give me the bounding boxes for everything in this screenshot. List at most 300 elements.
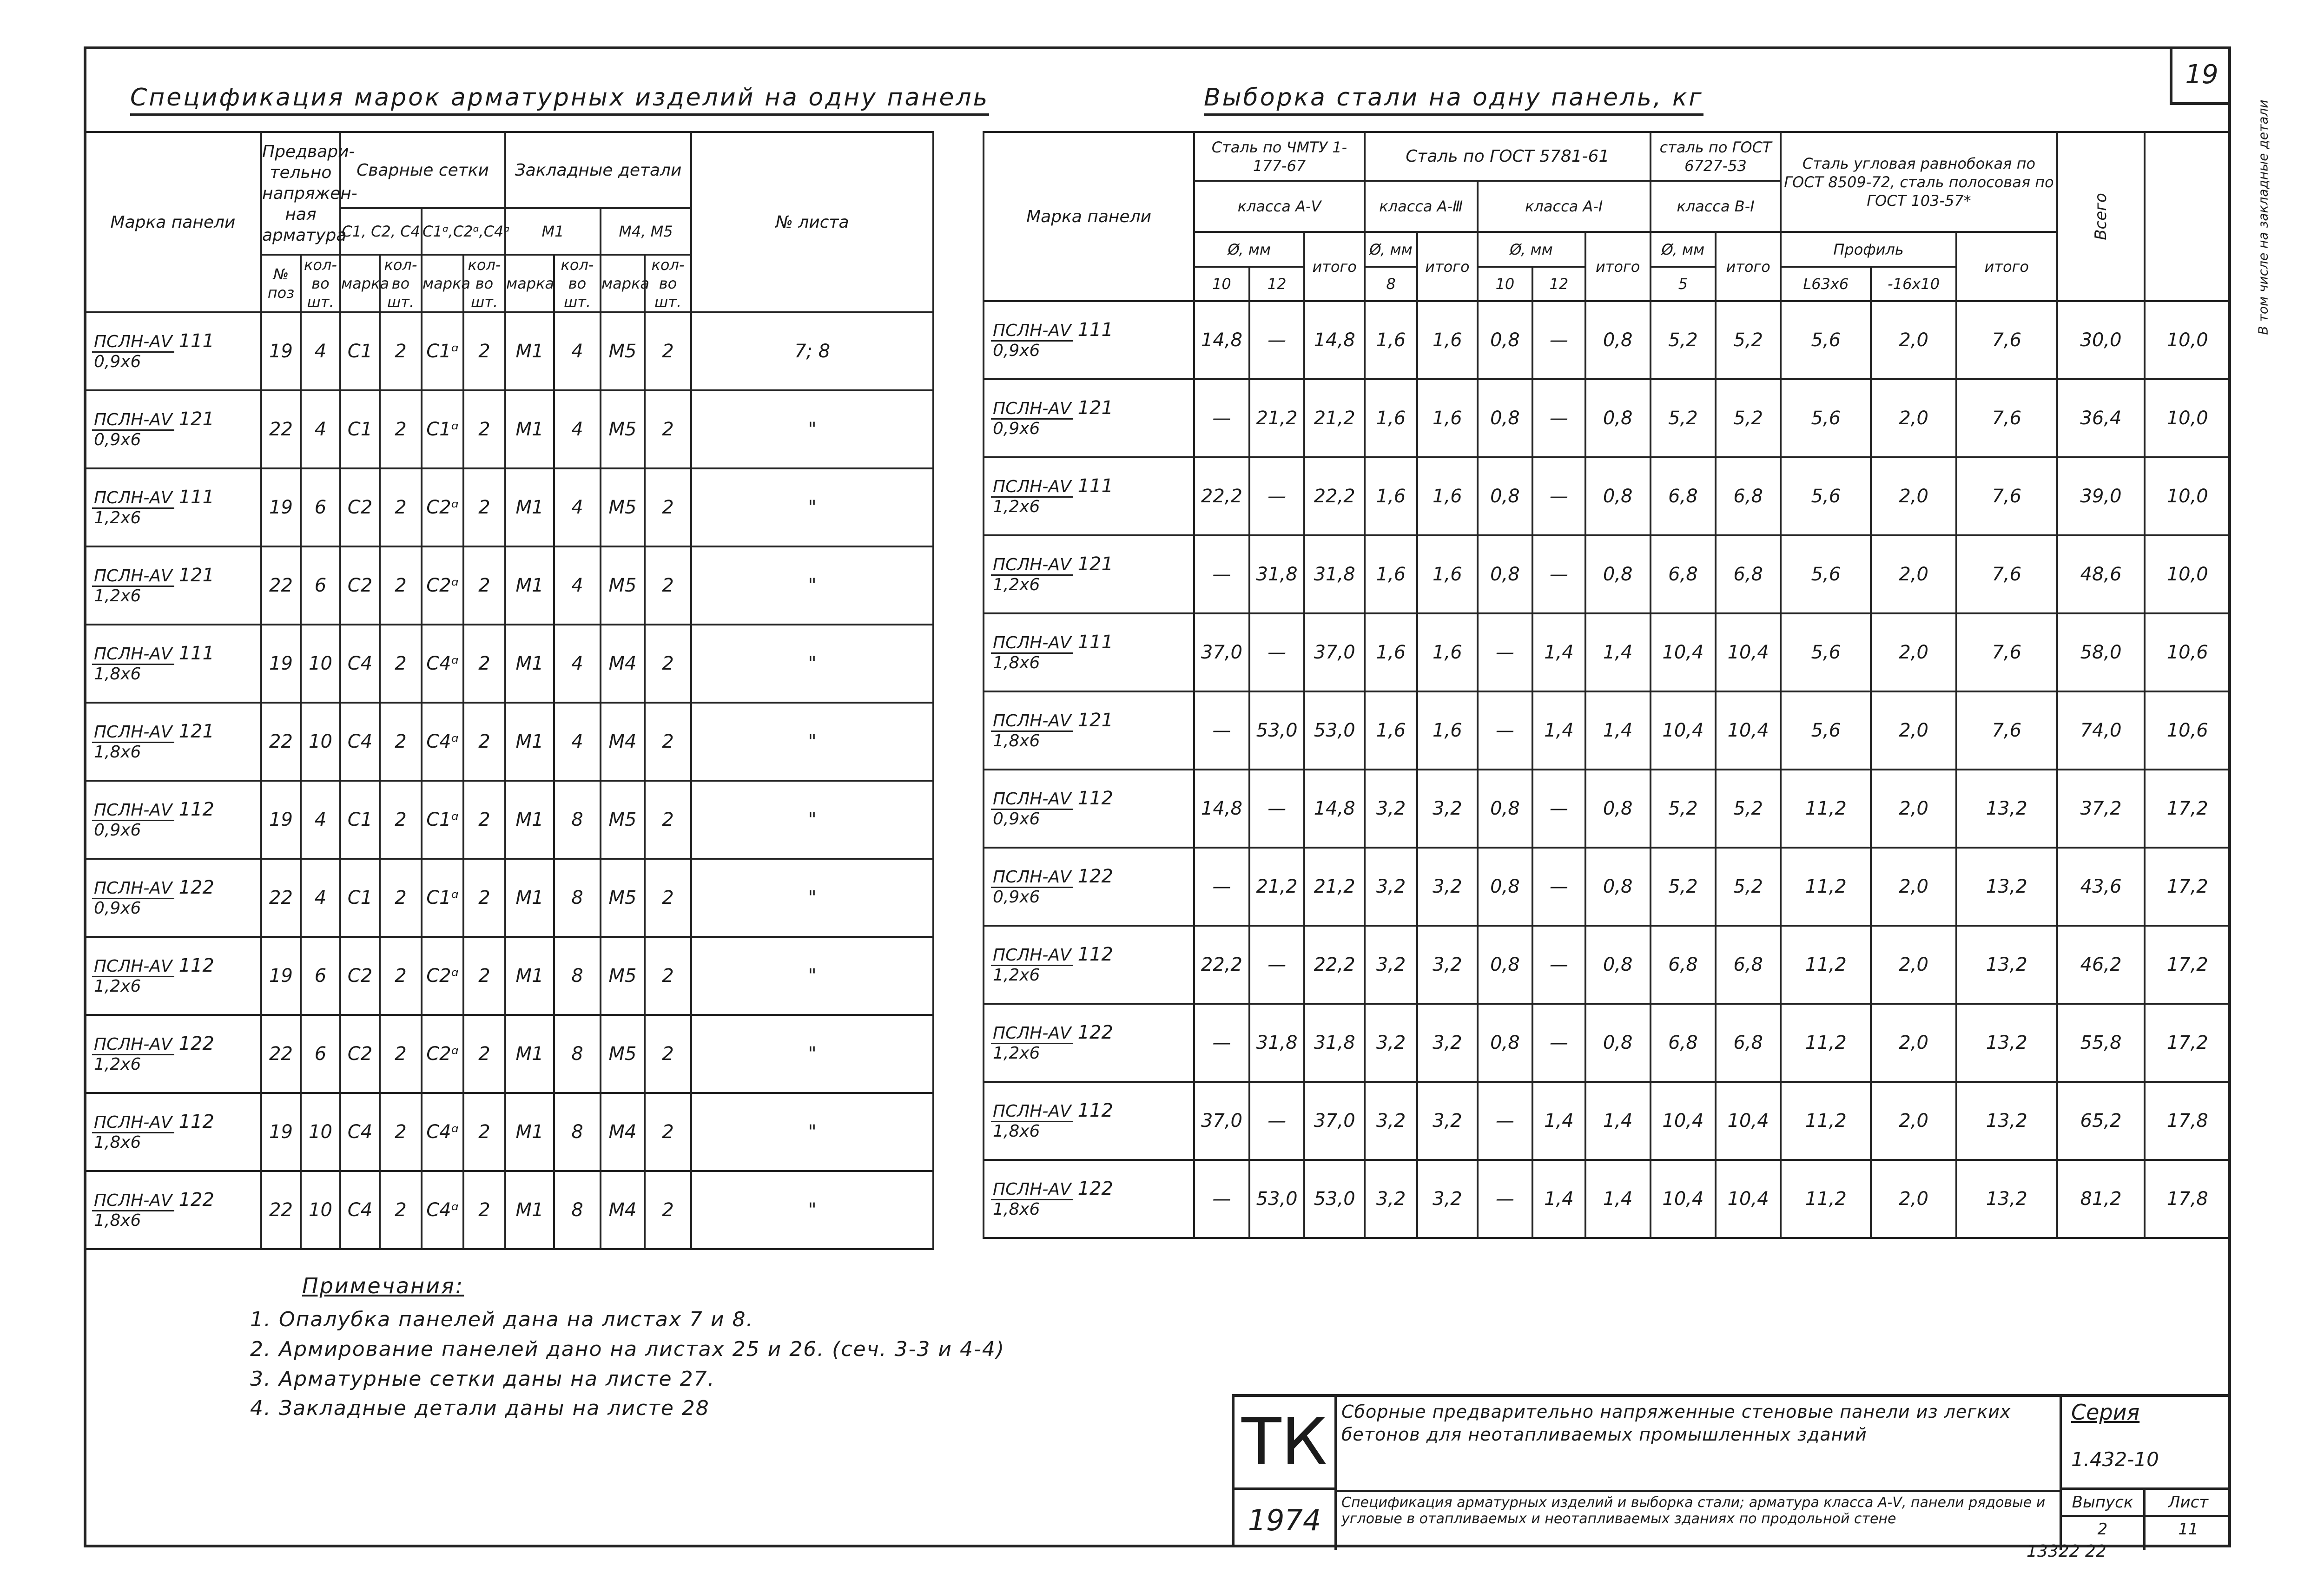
cell-sheet: " [691, 625, 933, 703]
panel-mark-suffix: 112 [1077, 788, 1113, 809]
cell-c6: 0,8 [1478, 379, 1533, 457]
cell-mesh-a-qty: 2 [463, 859, 505, 937]
panel-mark [92, 487, 214, 527]
cell-c14: 39,0 [2057, 457, 2145, 535]
cell-c4: 1,6 [1365, 457, 1417, 535]
panel-mark-denominator: 1,8х6 [94, 1211, 141, 1230]
cell-c14: 30,0 [2057, 301, 2145, 379]
panel-mark-cell [85, 468, 261, 546]
panel-mark-numerator: ПСЛН-АⅤ [92, 1035, 174, 1055]
panel-mark-cell [85, 703, 261, 781]
table-row [984, 770, 2230, 848]
hdr-d5: 5 [1651, 267, 1716, 301]
table-row [85, 703, 933, 781]
table-row [85, 937, 933, 1015]
panel-mark-numerator: ПСЛН-АⅤ [92, 645, 174, 665]
cell-c8: 0,8 [1585, 770, 1651, 848]
cell-c12: 2,0 [1871, 535, 1956, 613]
hdr-sheet-no: № листа [691, 132, 933, 312]
cell-c3: 14,8 [1304, 301, 1364, 379]
cell-c5: 3,2 [1417, 1004, 1477, 1082]
cell-c15: 17,2 [2145, 926, 2230, 1004]
panel-mark-suffix: 122 [1077, 1022, 1113, 1044]
panel-mark-cell [85, 312, 261, 390]
cell-mesh-a: С1ᵅ [422, 312, 463, 390]
right-table-title: Выборка стали на одну панель, кг [1204, 84, 1703, 116]
cell-m1-qty: 8 [554, 1171, 601, 1249]
panel-mark [92, 409, 214, 449]
cell-c5: 1,6 [1417, 379, 1477, 457]
panel-mark [991, 944, 1113, 984]
cell-c9: 10,4 [1651, 613, 1716, 691]
table-row [984, 848, 2230, 926]
cell-sheet: " [691, 1093, 933, 1171]
panel-mark-cell [984, 301, 1194, 379]
hdr-itogo: итого [1585, 232, 1651, 301]
panel-mark-cell [85, 1171, 261, 1249]
cell-mesh-qty: 2 [380, 312, 422, 390]
cell-c9: 5,2 [1651, 301, 1716, 379]
cell-mesh-a-qty: 2 [463, 625, 505, 703]
cell-c13: 7,6 [1956, 457, 2057, 535]
cell-c14: 48,6 [2057, 535, 2145, 613]
cell-c4: 3,2 [1365, 926, 1417, 1004]
cell-c6: 0,8 [1478, 848, 1533, 926]
cell-pos: 22 [261, 1171, 301, 1249]
panel-mark-suffix: 111 [178, 330, 214, 352]
cell-sheet: " [691, 703, 933, 781]
table-row [85, 1171, 933, 1249]
cell-m1-qty: 8 [554, 937, 601, 1015]
cell-c14: 37,2 [2057, 770, 2145, 848]
hdr-d8: 8 [1365, 267, 1417, 301]
cell-m1: М1 [505, 1171, 554, 1249]
cell-c4: 1,6 [1365, 379, 1417, 457]
cell-c6: 0,8 [1478, 301, 1533, 379]
cell-m1-qty: 4 [554, 546, 601, 625]
panel-mark-denominator: 1,8х6 [94, 664, 141, 684]
cell-pos: 19 [261, 625, 301, 703]
cell-m2: М5 [601, 781, 645, 859]
cell-c1: 37,0 [1194, 613, 1249, 691]
specification-table [84, 131, 934, 1250]
hdr-total-all: Всего [2057, 132, 2145, 301]
cell-c14: 36,4 [2057, 379, 2145, 457]
panel-mark [92, 877, 214, 917]
cell-c7: — [1532, 926, 1585, 1004]
cell-m1: М1 [505, 312, 554, 390]
cell-sheet: " [691, 859, 933, 937]
cell-m1: М1 [505, 781, 554, 859]
note-item: 4. Закладные детали даны на листе 28 [279, 1394, 1005, 1423]
cell-c4: 3,2 [1365, 1082, 1417, 1160]
cell-m2-qty: 2 [645, 468, 691, 546]
cell-mesh-a: С2ᵅ [422, 468, 463, 546]
cell-c12: 2,0 [1871, 379, 1956, 457]
cell-c12: 2,0 [1871, 613, 1956, 691]
panel-mark-denominator: 0,9х6 [94, 430, 141, 449]
hdr-d12: 12 [1532, 267, 1585, 301]
cell-c14: 58,0 [2057, 613, 2145, 691]
cell-c15: 17,2 [2145, 848, 2230, 926]
cell-c5: 1,6 [1417, 301, 1477, 379]
cell-pos: 22 [261, 1015, 301, 1093]
hdr-itogo: итого [1417, 232, 1477, 301]
panel-mark-suffix: 112 [178, 799, 214, 821]
cell-c8: 0,8 [1585, 1004, 1651, 1082]
hdr-d10: 10 [1194, 267, 1249, 301]
hdr-welded-mesh: Сварные сетки [340, 132, 505, 208]
cell-c5: 3,2 [1417, 1082, 1477, 1160]
cell-sheet: 7; 8 [691, 312, 933, 390]
notes-heading: Примечания: [302, 1273, 464, 1298]
cell-mesh-a-qty: 2 [463, 468, 505, 546]
cell-c6: — [1478, 613, 1533, 691]
list-value: 11 [2178, 1520, 2199, 1539]
issue-box [2060, 1490, 2146, 1550]
table-row [85, 546, 933, 625]
cell-mesh-a: С4ᵅ [422, 1171, 463, 1249]
cell-c3: 31,8 [1304, 535, 1364, 613]
panel-mark-denominator: 1,8х6 [993, 1199, 1040, 1219]
cell-m2-qty: 2 [645, 546, 691, 625]
panel-mark-suffix: 122 [1077, 1178, 1113, 1200]
cell-c7: — [1532, 379, 1585, 457]
cell-mesh: С4 [340, 1171, 380, 1249]
note-item: 2. Армирование панелей дано на листах 25 и 26. (сеч. 3-3 и 4-4) [279, 1335, 1005, 1364]
cell-c10: 10,4 [1716, 613, 1781, 691]
cell-c13: 7,6 [1956, 379, 2057, 457]
cell-c10: 6,8 [1716, 457, 1781, 535]
cell-mesh-a: С2ᵅ [422, 937, 463, 1015]
panel-mark-cell [984, 848, 1194, 926]
panel-mark [991, 320, 1113, 360]
cell-m1-qty: 4 [554, 625, 601, 703]
panel-mark-denominator: 0,9х6 [993, 887, 1040, 907]
cell-c11: 5,6 [1781, 301, 1871, 379]
panel-mark-denominator: 1,8х6 [993, 653, 1040, 672]
cell-mesh-a-qty: 2 [463, 781, 505, 859]
cell-pos: 22 [261, 703, 301, 781]
cell-mesh: С1 [340, 859, 380, 937]
panel-mark-numerator: ПСЛН-АⅤ [92, 411, 174, 431]
cell-c2: — [1249, 301, 1305, 379]
cell-qty: 6 [301, 1015, 340, 1093]
cell-m2-qty: 2 [645, 1093, 691, 1171]
cell-m1-qty: 8 [554, 781, 601, 859]
panel-mark-cell [984, 379, 1194, 457]
cell-c12: 2,0 [1871, 1160, 1956, 1238]
panel-mark-denominator: 1,2х6 [94, 508, 141, 527]
panel-mark-suffix: 121 [1077, 397, 1113, 419]
hdr-profile: Профиль [1781, 232, 1956, 267]
cell-c15: 10,6 [2145, 613, 2230, 691]
cell-mesh: С1 [340, 781, 380, 859]
hdr-qty: кол-во шт. [301, 255, 340, 312]
hdr-mesh-group-1: С1, С2, С4 [340, 208, 422, 255]
cell-qty: 10 [301, 1171, 340, 1249]
panel-mark-numerator: ПСЛН-АⅤ [92, 879, 174, 899]
panel-mark-cell [984, 770, 1194, 848]
cell-m1: М1 [505, 1015, 554, 1093]
cell-c5: 3,2 [1417, 848, 1477, 926]
cell-c9: 6,8 [1651, 926, 1716, 1004]
panel-mark [92, 643, 214, 683]
panel-mark-cell [85, 390, 261, 468]
table-row [85, 1093, 933, 1171]
table-row [85, 859, 933, 937]
panel-mark [991, 1100, 1113, 1140]
cell-mesh: С4 [340, 703, 380, 781]
hdr-qty: кол-во шт. [380, 255, 422, 312]
panel-mark [991, 632, 1113, 672]
cell-m2-qty: 2 [645, 625, 691, 703]
panel-mark-numerator: ПСЛН-АⅤ [991, 790, 1073, 810]
cell-c10: 5,2 [1716, 301, 1781, 379]
hdr-itogo: итого [1304, 232, 1364, 301]
cell-c13: 13,2 [1956, 926, 2057, 1004]
panel-mark-numerator: ПСЛН-АⅤ [92, 723, 174, 743]
panel-mark-numerator: ПСЛН-АⅤ [92, 1191, 174, 1211]
note-item: 1. Опалубка панелей дана на листах 7 и 8. [279, 1305, 1005, 1335]
cell-m1: М1 [505, 625, 554, 703]
cell-qty: 6 [301, 468, 340, 546]
panel-mark-suffix: 121 [178, 721, 214, 743]
cell-m2: М5 [601, 859, 645, 937]
cell-c7: 1,4 [1532, 691, 1585, 770]
panel-mark [991, 398, 1113, 438]
series-label: Серия [2071, 1400, 2140, 1425]
cell-mesh-qty: 2 [380, 390, 422, 468]
cell-c14: 74,0 [2057, 691, 2145, 770]
panel-mark [991, 1178, 1113, 1218]
notes-block [232, 1273, 1005, 1423]
cell-c6: — [1478, 691, 1533, 770]
panel-mark-numerator: ПСЛН-АⅤ [92, 801, 174, 821]
panel-mark-suffix: 122 [178, 1033, 214, 1055]
cell-c15: 17,8 [2145, 1160, 2230, 1238]
table-row [85, 781, 933, 859]
panel-mark-suffix: 122 [1077, 866, 1113, 888]
cell-mesh-qty: 2 [380, 625, 422, 703]
cell-m2: М5 [601, 312, 645, 390]
cell-m2-qty: 2 [645, 1171, 691, 1249]
panel-mark-cell [984, 926, 1194, 1004]
cell-c11: 5,6 [1781, 457, 1871, 535]
cell-mesh-a: С1ᵅ [422, 781, 463, 859]
series-box [2060, 1397, 2231, 1490]
panel-mark-suffix: 121 [1077, 553, 1113, 575]
cell-m2: М5 [601, 937, 645, 1015]
cell-m2-qty: 2 [645, 390, 691, 468]
cell-mesh: С2 [340, 1015, 380, 1093]
panel-mark-numerator: ПСЛН-АⅤ [991, 322, 1073, 342]
hdr-steel-chmtu: Сталь по ЧМТУ 1-177-67 [1194, 132, 1365, 181]
panel-mark-suffix: 121 [178, 408, 214, 430]
cell-c11: 11,2 [1781, 926, 1871, 1004]
cell-sheet: " [691, 781, 933, 859]
stamp-year: 1974 [1235, 1490, 1337, 1550]
cell-c10: 10,4 [1716, 1160, 1781, 1238]
list-box [2146, 1490, 2231, 1550]
table-row [85, 625, 933, 703]
panel-mark-numerator: ПСЛН-АⅤ [991, 634, 1073, 654]
issue-label: Выпуск [2062, 1490, 2143, 1517]
cell-c15: 10,0 [2145, 301, 2230, 379]
cell-c3: 53,0 [1304, 691, 1364, 770]
cell-c15: 10,0 [2145, 457, 2230, 535]
cell-c6: 0,8 [1478, 457, 1533, 535]
hdr-class-av: класса А-Ⅴ [1194, 181, 1365, 232]
cell-c15: 17,2 [2145, 770, 2230, 848]
panel-mark [92, 1033, 214, 1073]
cell-m1: М1 [505, 703, 554, 781]
cell-c12: 2,0 [1871, 848, 1956, 926]
cell-mesh-a-qty: 2 [463, 703, 505, 781]
issue-value: 2 [2097, 1520, 2108, 1539]
hdr-class-vi: класса В-Ⅰ [1651, 181, 1781, 232]
panel-mark-denominator: 1,8х6 [993, 731, 1040, 750]
cell-c13: 7,6 [1956, 613, 2057, 691]
panel-mark-suffix: 111 [1077, 475, 1113, 497]
table-row [85, 1015, 933, 1093]
panel-mark-numerator: ПСЛН-АⅤ [991, 712, 1073, 732]
cell-c1: — [1194, 848, 1249, 926]
cell-mesh: С2 [340, 468, 380, 546]
cell-c1: — [1194, 535, 1249, 613]
hdr-mark: марка [505, 255, 554, 312]
cell-pos: 19 [261, 1093, 301, 1171]
cell-m2: М4 [601, 1093, 645, 1171]
cell-mesh: С2 [340, 937, 380, 1015]
cell-c11: 11,2 [1781, 1160, 1871, 1238]
cell-mesh-a-qty: 2 [463, 390, 505, 468]
cell-mesh-a: С1ᵅ [422, 859, 463, 937]
cell-c13: 13,2 [1956, 848, 2057, 926]
cell-c1: — [1194, 1160, 1249, 1238]
hdr-qty: кол-во шт. [645, 255, 691, 312]
cell-m1-qty: 8 [554, 859, 601, 937]
cell-c10: 5,2 [1716, 770, 1781, 848]
cell-c11: 5,6 [1781, 613, 1871, 691]
cell-m1: М1 [505, 546, 554, 625]
panel-mark [991, 710, 1113, 750]
cell-c8: 0,8 [1585, 379, 1651, 457]
cell-c3: 14,8 [1304, 770, 1364, 848]
cell-c3: 53,0 [1304, 1160, 1364, 1238]
cell-mesh-qty: 2 [380, 703, 422, 781]
panel-mark-denominator: 1,8х6 [993, 1121, 1040, 1141]
cell-c5: 1,6 [1417, 457, 1477, 535]
cell-c5: 3,2 [1417, 926, 1477, 1004]
cell-pos: 19 [261, 468, 301, 546]
cell-m2-qty: 2 [645, 937, 691, 1015]
cell-m2-qty: 2 [645, 781, 691, 859]
cell-qty: 4 [301, 390, 340, 468]
panel-mark-suffix: 112 [1077, 944, 1113, 966]
cell-c4: 3,2 [1365, 770, 1417, 848]
cell-c14: 55,8 [2057, 1004, 2145, 1082]
cell-c6: 0,8 [1478, 770, 1533, 848]
cell-c9: 10,4 [1651, 1160, 1716, 1238]
cell-c5: 1,6 [1417, 691, 1477, 770]
cell-c7: — [1532, 1004, 1585, 1082]
cell-m1: М1 [505, 859, 554, 937]
cell-sheet: " [691, 937, 933, 1015]
table-row [85, 390, 933, 468]
cell-c1: — [1194, 691, 1249, 770]
cell-mesh-a-qty: 2 [463, 312, 505, 390]
cell-m1: М1 [505, 937, 554, 1015]
cell-c1: 37,0 [1194, 1082, 1249, 1160]
list-label: Лист [2146, 1490, 2231, 1517]
cell-c14: 65,2 [2057, 1082, 2145, 1160]
cell-c7: — [1532, 535, 1585, 613]
cell-mesh-qty: 2 [380, 1171, 422, 1249]
steel-selection-table [983, 99, 2271, 1239]
panel-mark-cell [85, 937, 261, 1015]
panel-mark-suffix: 122 [178, 1189, 214, 1211]
cell-c3: 37,0 [1304, 613, 1364, 691]
cell-m2-qty: 2 [645, 1015, 691, 1093]
cell-mesh-a-qty: 2 [463, 937, 505, 1015]
panel-mark-denominator: 0,9х6 [993, 809, 1040, 829]
cell-c7: — [1532, 848, 1585, 926]
panel-mark [991, 554, 1113, 594]
cell-c5: 3,2 [1417, 770, 1477, 848]
panel-mark-numerator: ПСЛН-АⅤ [991, 946, 1073, 966]
table-row [984, 535, 2230, 613]
cell-c8: 0,8 [1585, 926, 1651, 1004]
cell-c9: 6,8 [1651, 457, 1716, 535]
panel-mark-denominator: 1,2х6 [993, 497, 1040, 516]
cell-m2: М5 [601, 390, 645, 468]
cell-c7: — [1532, 457, 1585, 535]
sheet-number: 19 [2170, 46, 2231, 105]
table-row [984, 301, 2230, 379]
panel-mark-denominator: 1,2х6 [94, 586, 141, 605]
cell-c13: 13,2 [1956, 1004, 2057, 1082]
cell-m1: М1 [505, 1093, 554, 1171]
cell-c8: 0,8 [1585, 848, 1651, 926]
panel-mark-cell [984, 535, 1194, 613]
cell-qty: 6 [301, 937, 340, 1015]
cell-mesh: С4 [340, 625, 380, 703]
panel-mark-suffix: 111 [178, 643, 214, 665]
cell-c3: 22,2 [1304, 457, 1364, 535]
cell-c1: 22,2 [1194, 926, 1249, 1004]
cell-m2: М4 [601, 625, 645, 703]
panel-mark [991, 1022, 1113, 1062]
cell-mesh-qty: 2 [380, 859, 422, 937]
cell-c2: 31,8 [1249, 1004, 1305, 1082]
cell-c13: 7,6 [1956, 301, 2057, 379]
cell-mesh-a: С4ᵅ [422, 1093, 463, 1171]
panel-mark-suffix: 112 [178, 955, 214, 977]
panel-mark-suffix: 121 [178, 565, 214, 586]
cell-c11: 11,2 [1781, 848, 1871, 926]
panel-mark [92, 331, 214, 371]
cell-c7: 1,4 [1532, 1082, 1585, 1160]
hdr-itogo: итого [1716, 232, 1781, 301]
cell-c8: 1,4 [1585, 613, 1651, 691]
cell-sheet: " [691, 1171, 933, 1249]
panel-mark-numerator: ПСЛН-АⅤ [991, 1024, 1073, 1044]
cell-c7: 1,4 [1532, 613, 1585, 691]
cell-m1: М1 [505, 468, 554, 546]
cell-c4: 1,6 [1365, 535, 1417, 613]
cell-m1-qty: 4 [554, 312, 601, 390]
